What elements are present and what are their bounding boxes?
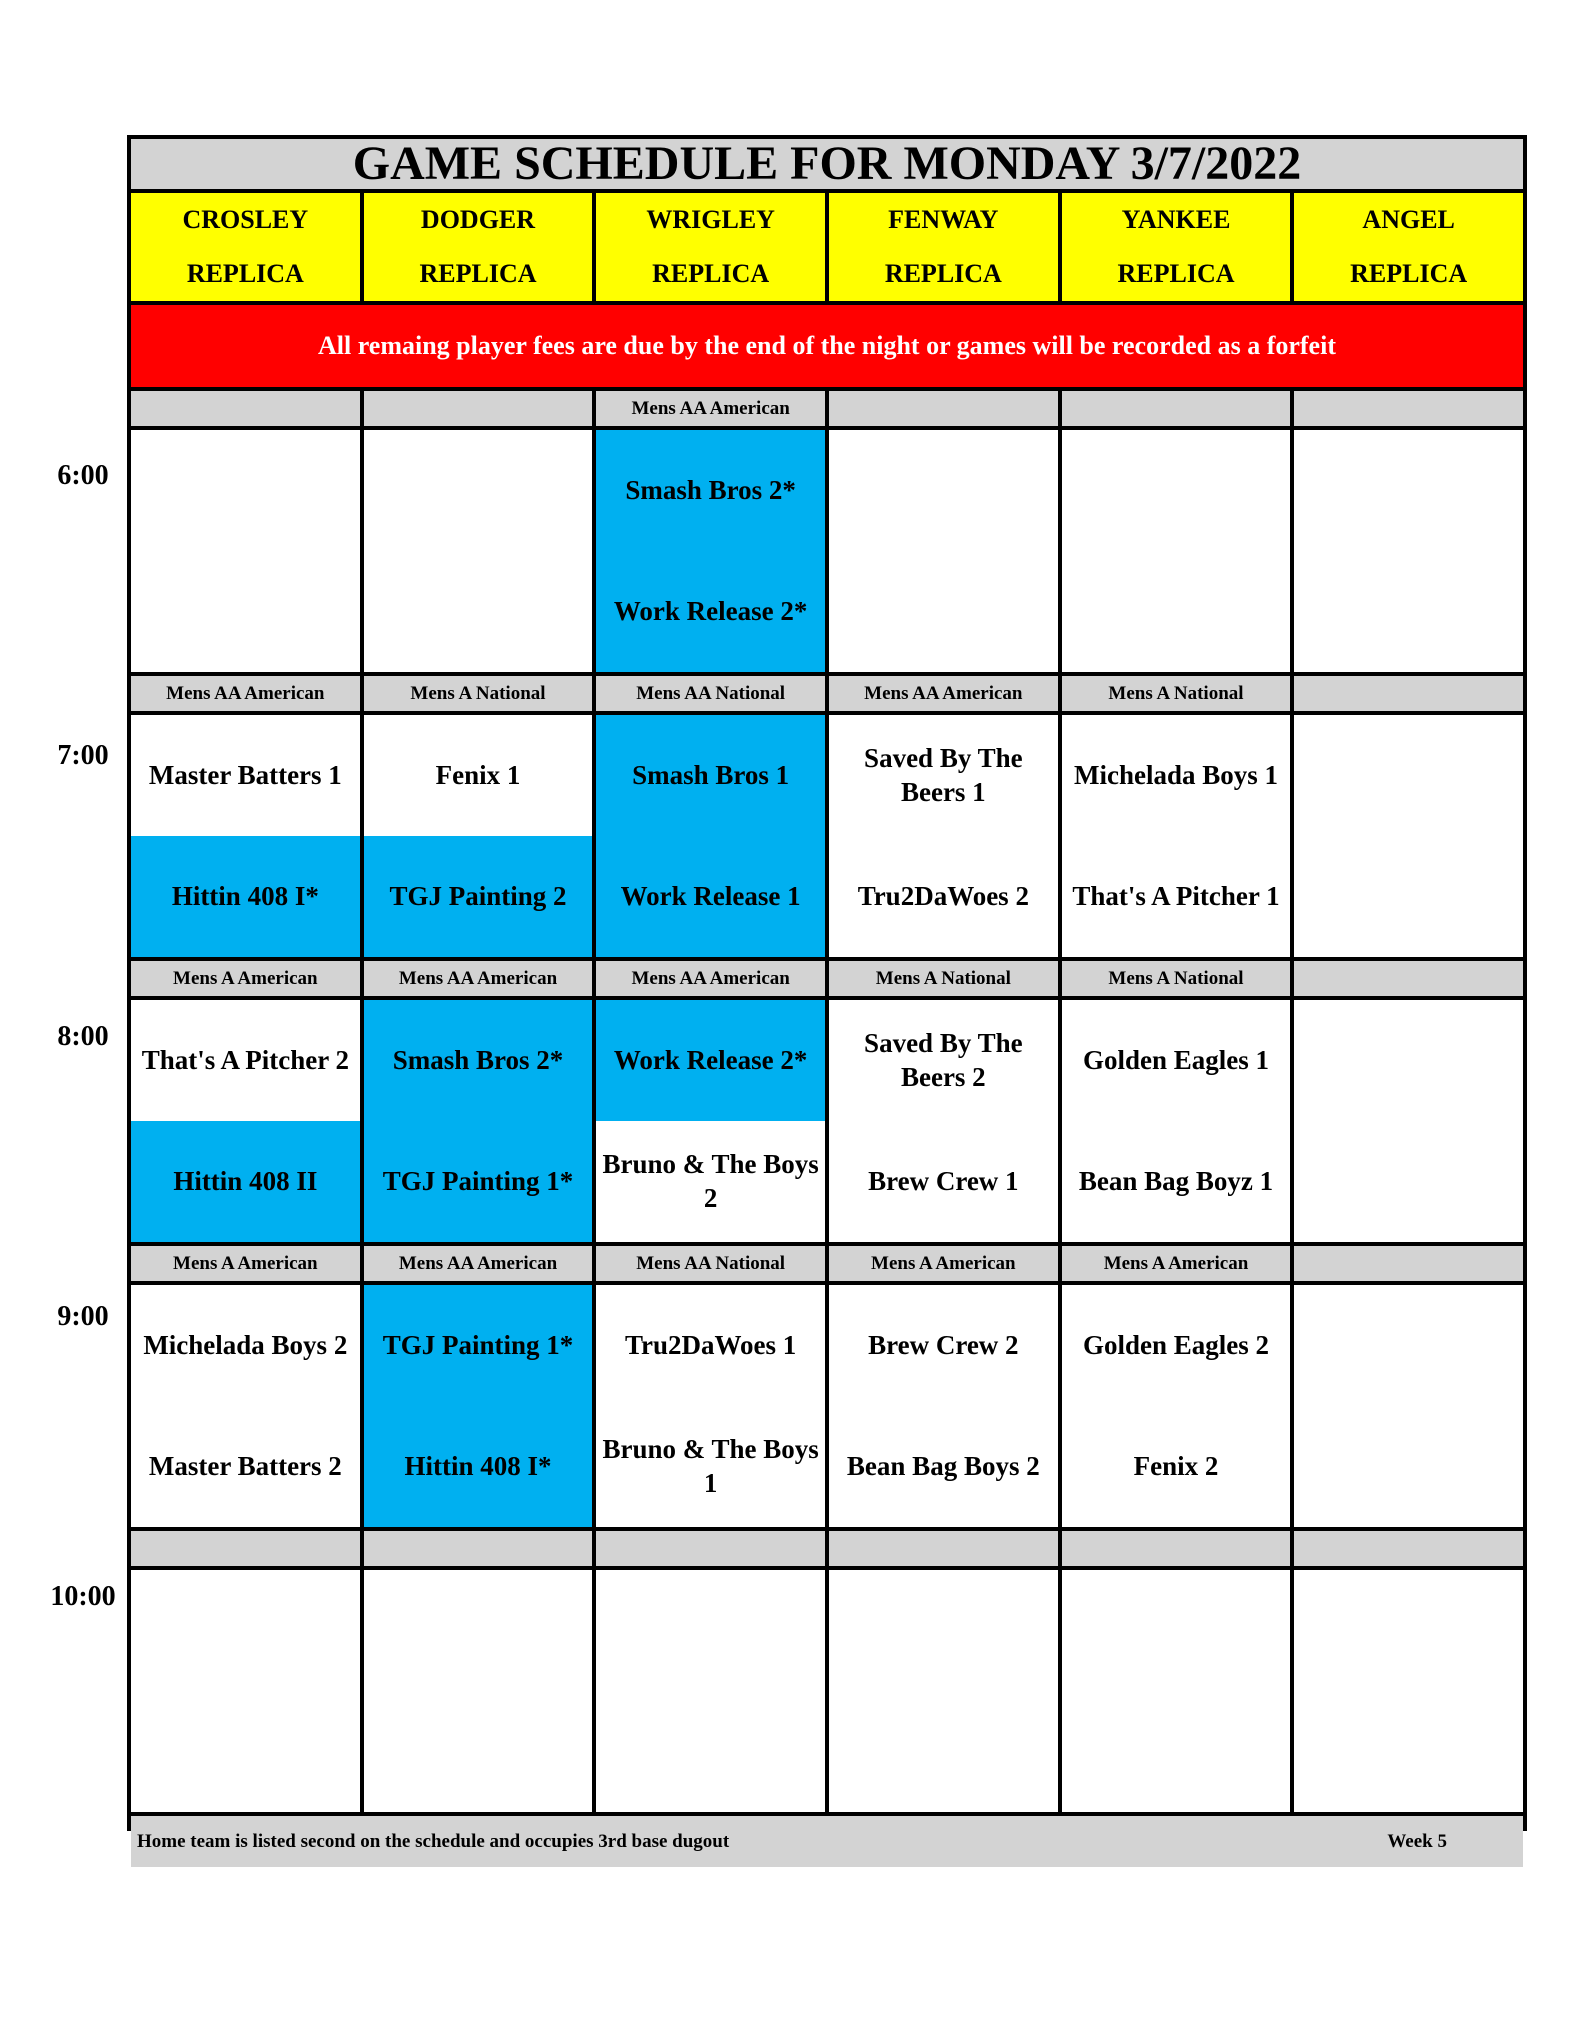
field-name: CROSLEY (182, 205, 309, 234)
game-cell (1294, 1000, 1523, 1242)
away-team: Smash Bros 2* (364, 1000, 593, 1121)
game-cell (131, 1570, 360, 1812)
game-cell (131, 1285, 360, 1527)
division-label: Mens A National (1062, 961, 1291, 996)
field-sub: REPLICA (186, 259, 304, 288)
home-team (596, 1691, 825, 1812)
division-label: Mens A American (131, 1246, 360, 1281)
division-label (596, 1531, 825, 1566)
field-sub: REPLICA (419, 259, 537, 288)
away-team (829, 430, 1058, 551)
time-label: 6:00 (57, 460, 109, 491)
game-cell (1294, 1285, 1523, 1527)
away-team (1294, 1285, 1523, 1406)
division-label: Mens A American (131, 961, 360, 996)
home-team (1294, 551, 1523, 672)
field-header-angel (1294, 193, 1523, 301)
home-team: Bruno & The Boys 1 (602, 1433, 819, 1498)
away-team (596, 1570, 825, 1691)
division-label (1062, 391, 1291, 426)
field-name: YANKEE (1121, 205, 1231, 234)
away-team: Saved By The Beers 2 (864, 1027, 1023, 1092)
home-team: Work Release 1 (596, 836, 825, 957)
field-sub: REPLICA (652, 259, 770, 288)
home-team (1062, 551, 1291, 672)
home-team: Hittin 408 I* (131, 836, 360, 957)
division-label (1294, 1531, 1523, 1566)
game-cell (829, 715, 1058, 957)
division-label: Mens AA American (131, 676, 360, 711)
field-sub: REPLICA (884, 259, 1002, 288)
home-team: Hittin 408 I* (364, 1406, 593, 1527)
home-team (131, 551, 360, 672)
away-team: TGJ Painting 1* (364, 1285, 593, 1406)
away-team: Michelada Boys 2 (143, 1329, 348, 1360)
division-label (1294, 961, 1523, 996)
away-team (1062, 430, 1291, 551)
page-title: GAME SCHEDULE FOR MONDAY 3/7/2022 (131, 139, 1523, 189)
division-label: Mens A National (1062, 676, 1291, 711)
home-team (1294, 1691, 1523, 1812)
game-cell (364, 1000, 593, 1242)
game-cell (131, 715, 360, 957)
time-label: 7:00 (57, 740, 109, 771)
game-cell (1294, 715, 1523, 957)
away-team (1294, 1570, 1523, 1691)
away-team (1294, 1000, 1523, 1121)
game-cell (131, 1000, 360, 1242)
division-label (131, 1531, 360, 1566)
game-cell (131, 430, 360, 672)
away-team: Tru2DaWoes 1 (625, 1329, 797, 1360)
away-team: Saved By The Beers 1 (864, 742, 1023, 807)
home-team: Bean Bag Boys 2 (846, 1450, 1040, 1481)
away-team (829, 1570, 1058, 1691)
away-team (1294, 430, 1523, 551)
home-team: Tru2DaWoes 2 (857, 880, 1029, 911)
away-team: Smash Bros 2* (596, 430, 825, 551)
field-sub: REPLICA (1117, 259, 1235, 288)
game-cell (596, 1000, 825, 1242)
division-label (829, 1531, 1058, 1566)
division-label (364, 391, 593, 426)
game-cell (829, 1570, 1058, 1812)
field-name: WRIGLEY (646, 205, 775, 234)
home-team: Bean Bag Boyz 1 (1078, 1165, 1274, 1196)
division-label: Mens AA American (596, 391, 825, 426)
division-label: Mens AA National (596, 1246, 825, 1281)
home-team-note: Home team is listed second on the schedule and occupies 3rd base dugout (137, 1830, 730, 1852)
time-column (0, 0, 128, 2041)
home-team (364, 551, 593, 672)
division-label: Mens AA American (596, 961, 825, 996)
game-cell (364, 430, 593, 672)
game-cell (596, 1285, 825, 1527)
field-header-fenway (829, 193, 1058, 301)
home-team: Bruno & The Boys 2 (602, 1148, 819, 1213)
away-team (1294, 715, 1523, 836)
game-cell (364, 1570, 593, 1812)
game-cell (1062, 1285, 1291, 1527)
division-label (1294, 391, 1523, 426)
field-header-crosley (131, 193, 360, 301)
away-team: Golden Eagles 2 (1082, 1329, 1269, 1360)
fee-notice-banner: All remaing player fees are due by the end of the night or games will be recorded as a forfeit (131, 305, 1523, 387)
away-team: Brew Crew 2 (868, 1329, 1019, 1360)
home-team (829, 551, 1058, 672)
home-team (364, 1691, 593, 1812)
home-team (1294, 836, 1523, 957)
away-team: Work Release 2* (596, 1000, 825, 1121)
division-label: Mens AA American (364, 961, 593, 996)
away-team (131, 1570, 360, 1691)
game-cell (1062, 1570, 1291, 1812)
division-label (829, 391, 1058, 426)
away-team: Michelada Boys 1 (1073, 759, 1278, 790)
home-team: Fenix 2 (1133, 1450, 1219, 1481)
away-team: That's A Pitcher 2 (141, 1044, 349, 1075)
away-team (364, 1570, 593, 1691)
home-team (131, 1691, 360, 1812)
division-label (1294, 1246, 1523, 1281)
field-name: ANGEL (1362, 205, 1455, 234)
footer-bar (131, 1816, 1523, 1867)
division-label (364, 1531, 593, 1566)
game-cell (596, 715, 825, 957)
home-team: Hittin 408 II (131, 1121, 360, 1242)
division-label (1062, 1531, 1291, 1566)
division-label (131, 391, 360, 426)
time-label: 9:00 (57, 1301, 109, 1332)
home-team: Brew Crew 1 (868, 1165, 1019, 1196)
home-team (1294, 1121, 1523, 1242)
away-team: Golden Eagles 1 (1082, 1044, 1269, 1075)
away-team: Fenix 1 (435, 759, 521, 790)
time-label: 8:00 (57, 1021, 109, 1052)
home-team (1062, 1691, 1291, 1812)
time-label: 10:00 (50, 1581, 116, 1612)
division-label: Mens A National (829, 961, 1058, 996)
game-cell (596, 430, 825, 672)
game-cell (829, 1000, 1058, 1242)
week-label: Week 5 (1387, 1830, 1447, 1852)
game-cell (829, 1285, 1058, 1527)
home-team: TGJ Painting 1* (364, 1121, 593, 1242)
game-cell (1294, 430, 1523, 672)
game-cell (829, 430, 1058, 672)
home-team: Work Release 2* (596, 551, 825, 672)
home-team (829, 1691, 1058, 1812)
game-cell (364, 1285, 593, 1527)
game-cell (364, 715, 593, 957)
home-team: TGJ Painting 2 (364, 836, 593, 957)
division-label: Mens AA American (829, 676, 1058, 711)
away-team (131, 430, 360, 551)
game-cell (1062, 1000, 1291, 1242)
division-label: Mens A American (1062, 1246, 1291, 1281)
away-team (1062, 1570, 1291, 1691)
division-label: Mens A National (364, 676, 593, 711)
field-header-wrigley (596, 193, 825, 301)
field-name: FENWAY (888, 205, 999, 234)
game-cell (596, 1570, 825, 1812)
division-label: Mens AA National (596, 676, 825, 711)
division-label: Mens AA American (364, 1246, 593, 1281)
division-label: Mens A American (829, 1246, 1058, 1281)
field-name: DODGER (420, 205, 536, 234)
away-team: Master Batters 1 (148, 759, 342, 790)
field-header-yankee (1062, 193, 1291, 301)
home-team: Master Batters 2 (148, 1450, 342, 1481)
home-team (1294, 1406, 1523, 1527)
game-cell (1062, 430, 1291, 672)
field-header-dodger (364, 193, 593, 301)
away-team (364, 430, 593, 551)
game-cell (1062, 715, 1291, 957)
division-label (1294, 676, 1523, 711)
home-team: That's A Pitcher 1 (1072, 880, 1280, 911)
game-cell (1294, 1570, 1523, 1812)
away-team: Smash Bros 1 (596, 715, 825, 836)
field-sub: REPLICA (1350, 259, 1468, 288)
schedule-grid (127, 135, 1527, 1852)
